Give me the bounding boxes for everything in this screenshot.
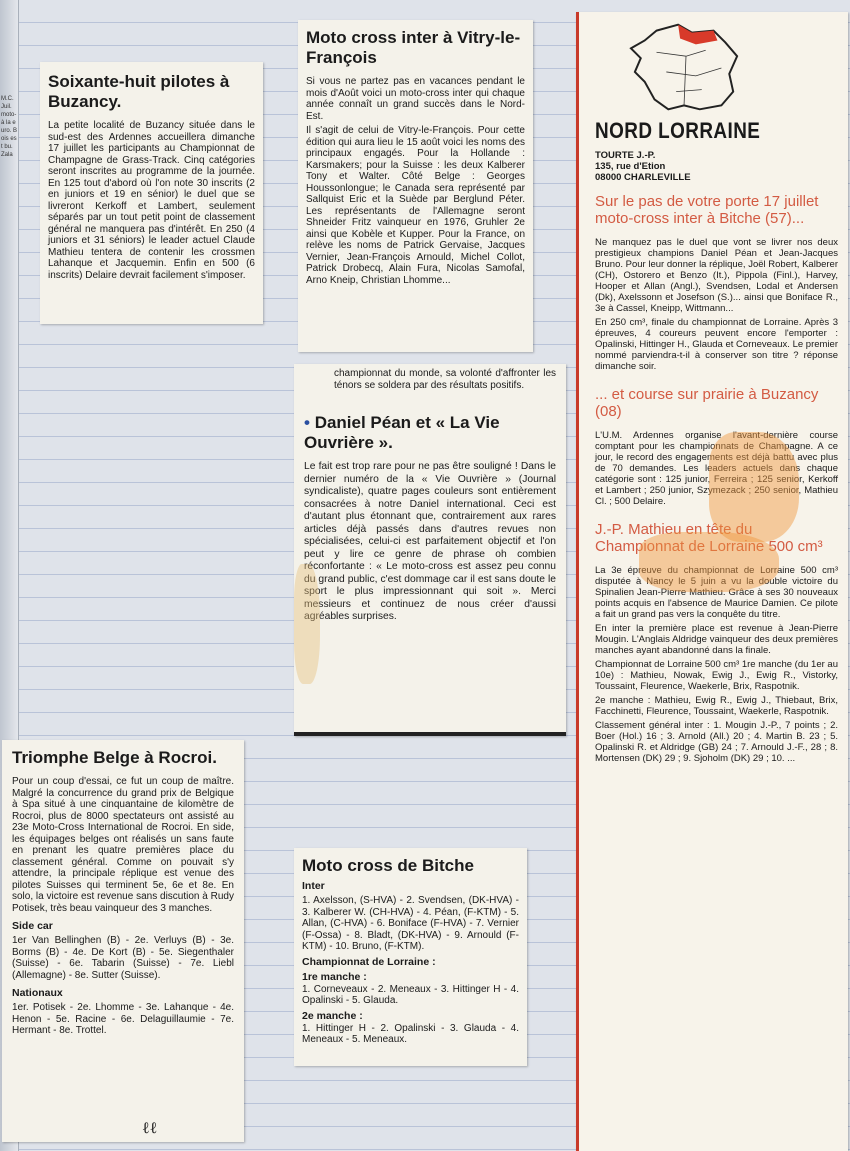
section-paragraph: L'U.M. Ardennes organise l'avant-dernière course comptant pour les championnats de Champagne. A ce jour, le record des engagements est déjà battu avec plus de 70 demandes. Les leaders actuels dans chaque catégorie sont : 125 junior, Ferreira ; 125 senior, Kerkoff et Lambert ; 250 junior, Szymezack ; 250 senior, Mathieu Cl. ; 500 Delaire.	[595, 430, 838, 507]
clipping-nord-lorraine	[576, 12, 848, 1151]
clipping-vitry	[298, 20, 533, 352]
section-heading: Championnat de Lorraine :	[302, 955, 436, 968]
clipping-body: Pour un coup d'essai, ce fut un coup de maître. Malgré la concurrence du grand prix de Belgique à Spa situé à une cinquantaine de kilomètre de Rocroi, plus de 8000 spectateurs ont assisté au 23e Moto-Cross International de Rocroi. En side, les équipages belges ont réalisés un sans faute en prenant les quatre premières place du classement général. Comme on pouvait s'y attendre, la principale réplique est venue des pilotes Suisses qui terminent 5e, 6e et 8e. En solo, la victoire est revenue sans discution à Rudy Potisek, très beau vainqueur des 3 manches.	[12, 776, 234, 914]
clipping-body: La petite localité de Buzancy située dans le sud-est des Ardennes accueillera dimanche 17 juillet les participants au Championnat de Champagne de Grass-Track. Cinq catégories seront inscrites au programme de la journée. En 125 tout d'abord où l'on note 30 inscrits (2 en juniors et 19 en sénior) le duel que se livreront Kerkoff et Lambert, seulement séparés par un tout petit point de classement général ne manquera pas d'intérêt. En 250 (4 juniors et 31 séniors) le leader actuel Claude Mathieu tentera de contenir les crossmen Lahanque et Jacquemin. Enfin en 500 (6 inscrits) Delaire devrait facilement s'imposer.	[48, 120, 255, 281]
section-paragraph: La 3e épreuve du championnat de Lorraine 500 cm³ disputée à Nancy le 5 juin a vu la double victoire du Spinalien Jean-Pierre Mathieu. Grâce à ses 30 nouveaux points acquis en l'absence de Maurice Damien. Ce pilote a fait un grand pas vers la conquête du titre.	[595, 565, 838, 620]
results-text: 1. Hittinger H - 2. Opalinski - 3. Glauda - 4. Meneaux - 5. Meneaux.	[302, 1022, 519, 1045]
clipping-title: Moto cross de Bitche	[302, 856, 474, 875]
bullet-icon: •	[304, 413, 310, 432]
france-map-icon	[627, 22, 745, 114]
clipping-buzancy	[40, 62, 263, 324]
clipping-lead-fragment: championnat du monde, sa volonté d'affronter les ténors se soldera par des résultats positifs.	[334, 368, 556, 391]
address-block	[595, 150, 838, 183]
section-title-buzancy: ... et course sur prairie à Buzancy (08)	[595, 386, 819, 420]
section-heading: Nationaux	[12, 987, 63, 999]
clipping-rocroi	[2, 740, 244, 1142]
section-paragraph: Championnat de Lorraine 500 cm³ 1re manche (du 1er au 10e) : Mathieu, Nowak, Ewig J., Ewig R., Vistorky, Toussaint, Fleurence, Waekerle, Brix, Raspotnik.	[595, 659, 838, 692]
section-heading: 1re manche :	[302, 970, 367, 983]
clipping-title: Triomphe Belge à Rocroi.	[12, 748, 217, 767]
section-paragraph: Ne manquez pas le duel que vont se livrer nos deux prestigieux champions Daniel Péan et Jean-Jacques Bruno. Pour leur donner la réplique, Joël Robert, Kalberer (CH), Ostorero et Benzo (It.), Pippola (Finl.), Harvey, Hooper et Allan (Angl.), Svendsen, Lodal et Andersen (Dk), Axelssonn et Josefson (S.)... ainsi que Boniface R., 3e à Cassel, Kneipp, Wittmann...	[595, 237, 838, 314]
clipping-title: Moto cross inter à Vitry-le-François	[306, 28, 521, 67]
clipping-daniel-pean	[294, 364, 566, 736]
clipping-title-text: Daniel Péan et « La Vie Ouvrière ».	[304, 413, 500, 452]
brand-title: NORD LORRAINE	[595, 118, 761, 143]
address-city: 08000 CHARLEVILLE	[595, 172, 691, 183]
section-heading: Inter	[302, 880, 325, 892]
clipping-body: Le fait est trop rare pour ne pas être souligné ! Dans le dernier numéro de la « Vie Ouvrière » (Journal syndicaliste), quatre pages couleurs sont entièrement consacrées à notre Daniel international. Ceci est d'autant plus étonnant que, contrairement aux rares articles déjà passés dans d'autres revues non spécialisées, celui-ci est parfaitement objectif et l'on peut y lire ce genre de phrase oh combien réconfortante : « Le moto-cross est assez peu connu du grand public, c'est dommage car il est sans doute le sport le plus impressionnant qui soit ». Merci messieurs et continuez de nous créer d'aussi agréables surprises.	[304, 461, 556, 622]
clipping-title: Soixante-huit pilotes à Buzancy.	[48, 72, 230, 111]
address-name: TOURTE J.-P.	[595, 150, 656, 161]
section-title-bitche: Sur le pas de votre porte 17 juillet moto-cross inter à Bitche (57)...	[595, 193, 819, 227]
section-title-mathieu: J.-P. Mathieu en tête du Championnat de Lorraine 500 cm³	[595, 521, 823, 555]
results-text: 1. Corneveaux - 2. Meneaux - 3. Hittinger H - 4. Opalinski - 5. Glauda.	[302, 983, 519, 1006]
section-paragraph: En 250 cm³, finale du championnat de Lorraine. Après 3 épreuves, 4 coureurs peuvent encore l'emporter : Opalinski, Hittinger H., Glauda et Corneveaux. Le premier nommé parviendra-t-il à conserver son titre ? réponse dimanche soir.	[595, 317, 838, 372]
clipping-bitche	[294, 848, 527, 1066]
clipping-title	[304, 413, 556, 453]
section-heading: Side car	[12, 920, 53, 932]
results-text: 1. Axelsson, (S-HVA) - 2. Svendsen, (DK-HVA) - 3. Kalberer W. (CH-HVA) - 4. Péan, (F-KTM) - 5. Allan, (C-HVA) - 6. Boniface (F-HVA) - 7. Vernier (F-Ossa) - 8. Bladt, (DK-HVA) - 9. Arnould (F-KTM) - 10. Bruno, (F-KTM).	[302, 895, 519, 952]
section-paragraph: Classement général inter : 1. Mougin J.-P., 7 points ; 2. Boer (Hol.) 16 ; 3. Arnold (All.) 20 ; 4. Martin B. 23 ; 5. Opalinski R. et Aldridge (GB) 24 ; 7. Arnould J.-F., 28 ; 8. Mortensen (DK) 29 ; 9. Sjoholm (DK) 29 ; 10. ...	[595, 720, 838, 764]
section-heading: 2e manche :	[302, 1009, 363, 1022]
results-text: 1er. Potisek - 2e. Lhomme - 3e. Lahanque - 4e. Henon - 5e. Racine - 6e. Delaguillaumie - 7e. Hermant - 8e. Trottel.	[12, 1002, 234, 1036]
section-paragraph: 2e manche : Mathieu, Ewig R., Ewig J., Thiebaut, Brix, Facchinetti, Fleurence, Toussaint, Waekerle, Raspotnik.	[595, 695, 838, 717]
clipping-paragraph: Si vous ne partez pas en vacances pendant le mois d'Août voici un moto-cross inter qui chaque année connaît un grand succès dans le Nord-Est.	[306, 76, 525, 122]
address-street: 135, rue d'Etion	[595, 161, 666, 172]
handwritten-mark: ℓℓ	[142, 1118, 158, 1137]
binder-fragment-text: M.C. Juil. moto- à la euro. Bois est bu. Zala	[1, 96, 18, 158]
section-paragraph: En inter la première place est revenue à Jean-Pierre Mougin. L'Anglais Aldridge vainqueur des deux premières manches ayant abandonné dans la finale.	[595, 623, 838, 656]
results-text: 1er Van Bellinghen (B) - 2e. Verluys (B) - 3e. Borms (B) - 4e. De Kort (B) - 5e. Siegenthaler (Suisse) - 6e. Tabarin (Suisse) - 7e. Liebl (Allemagne) - 8e. Sutter (Suisse).	[12, 935, 234, 981]
clipping-paragraph: Il s'agit de celui de Vitry-le-François. Pour cette édition qui aura lieu le 15 août voici les noms des principaux engagés. Pour la Hollande : Karsmakers; pour la Suisse : les deux Kalberer Tony et Walter. Côté Belge : Georges Houssonlongue; le Canada sera représenté par Sallquist Eric et la Suède par Berglund Péter. Les représentants de l'Allemagne seront Shneider Fritz vainqueur en 1976, Gruhler 2e ainsi que Kobèle et Kupper. Pour la France, on relève les noms de Patrick Gervaise, Jacques Vernier, Jean-François Arnould, Michel Collot, Patrick Drobecq, Alain Fura, Nicolas Samofal, Arno Kneip, Christian Lhomme...	[306, 125, 525, 286]
